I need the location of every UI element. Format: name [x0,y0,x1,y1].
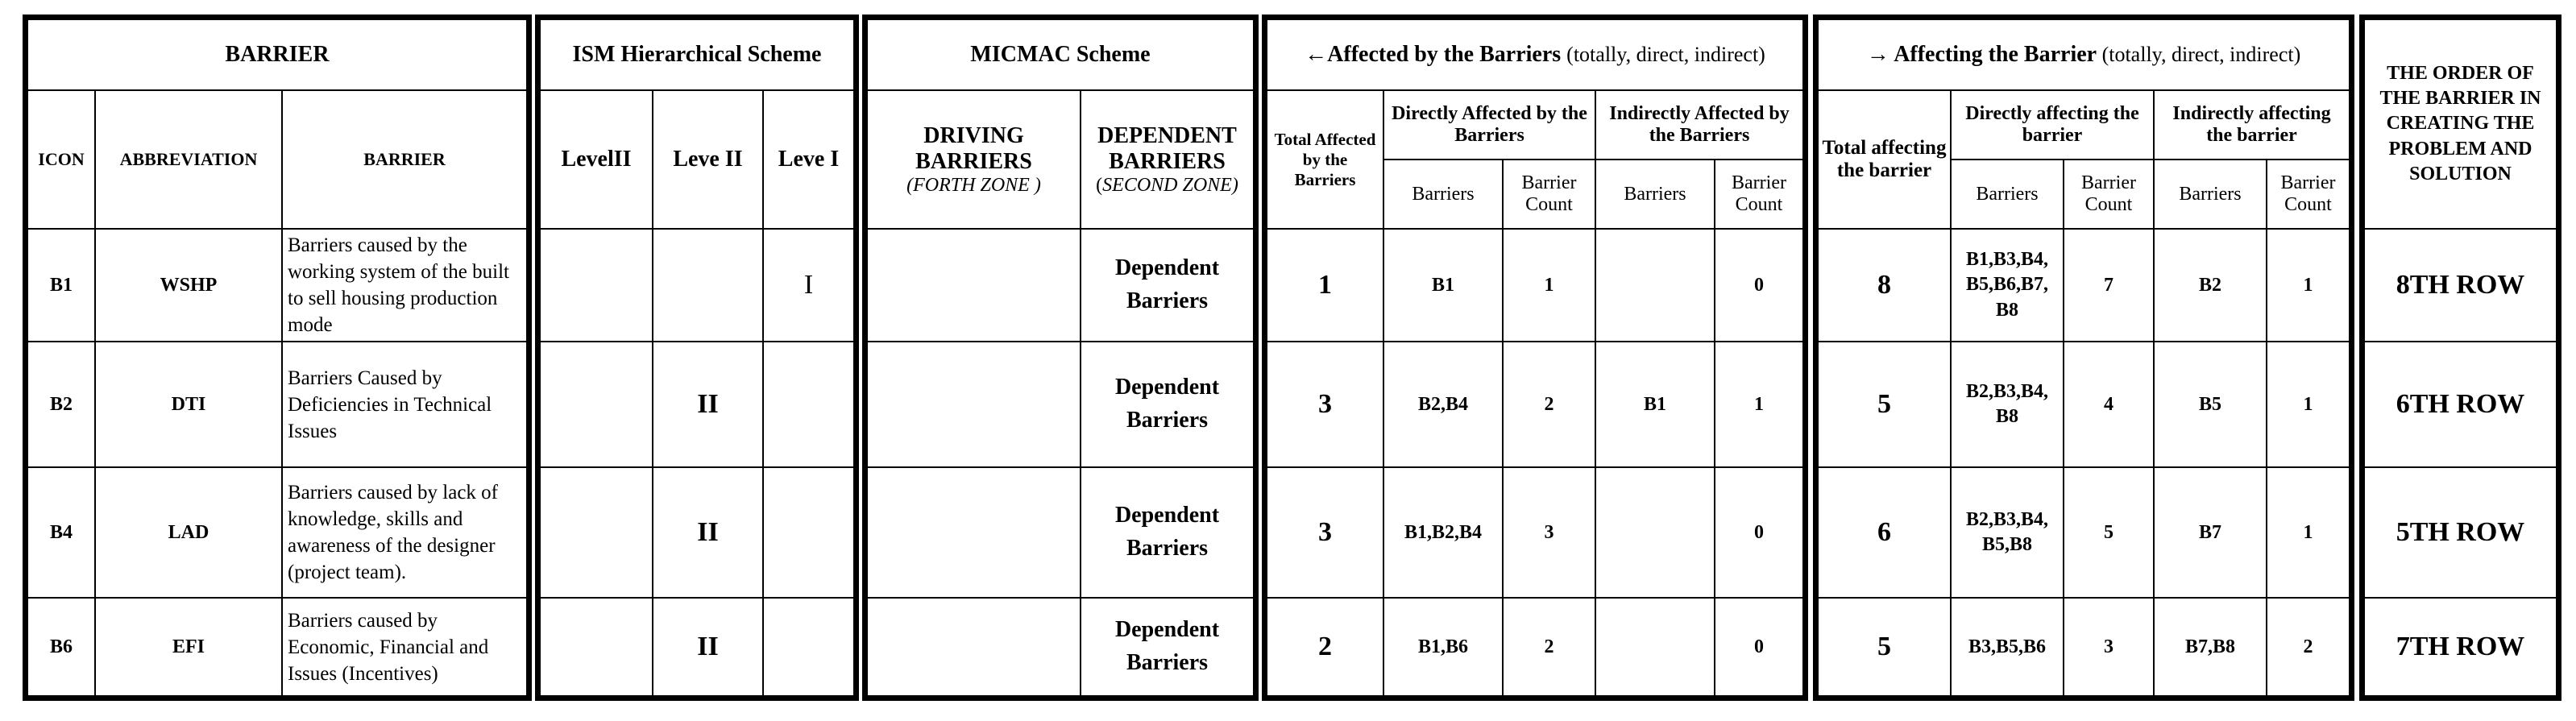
row4-desc: Barriers caused by Economic, Financial and Issues (Incentives) [282,598,527,696]
row1-level2 [653,229,763,342]
row2-ing-direct: B2,B3,B4, B8 [1951,342,2064,467]
col-indirectly-affected: Indirectly Affected by the Barriers [1595,90,1803,160]
row4-aff-indirect [1595,598,1715,696]
row2-ing-direct-count: 4 [2064,342,2154,467]
micmac-panel [862,15,1259,701]
col-barrier: BARRIER [282,90,527,229]
row3-desc: Barriers caused by lack of knowledge, skills and awareness of the designer (project team). [282,467,527,598]
ism-title: ISM Hierarchical Scheme [540,19,854,90]
ism-table [539,19,855,697]
row4-ing-direct-count: 3 [2064,598,2154,696]
row4-dependent-cell [1081,598,1254,696]
row1-aff-direct: B1 [1383,229,1503,342]
row3-ing-indirect: B7 [2154,467,2267,598]
row4-icon: B6 [27,598,95,696]
row3-icon: B4 [27,467,95,598]
row2-aff-total-cell [1267,342,1383,467]
col-indirect-count: Barrier Count [1715,160,1803,229]
row2-aff-indirect: B1 [1595,342,1715,467]
col-ing-direct-barriers: Barriers [1951,160,2064,229]
affected-title-bold: ←Affected by the Barriers [1305,42,1562,67]
row4-ing-indirect-count: 2 [2267,598,2350,696]
row1-ing-direct-count: 7 [2064,229,2154,342]
row2-driving [867,342,1081,467]
row1-aff-indirect-count: 0 [1715,229,1803,342]
row3-abbr: LAD [95,467,282,598]
col-indirectly-affecting: Indirectly affecting the barrier [2154,90,2350,160]
driving-label-1: DRIVING [923,122,1024,148]
affected-title [1267,19,1803,90]
row3-ing-indirect-count: 1 [2267,467,2350,598]
row2-ing-indirect-count: 1 [2267,342,2350,467]
driving-zone: (FORTH ZONE ) [906,174,1041,196]
row4-level3 [540,598,653,696]
row2-level1 [763,342,854,467]
col-total-affecting: Total affecting the barrier [1818,90,1951,229]
affecting-panel [1813,15,2354,701]
col-dependent-barriers [1081,90,1254,229]
dependent-label-1: DEPENDENT [1097,122,1237,148]
micmac-title: MICMAC Scheme [867,19,1254,90]
row3-order: 5TH ROW [2364,467,2557,598]
row1-driving [867,229,1081,342]
affected-title-rest: (totally, direct, indirect) [1566,43,1765,66]
row2-icon: B2 [27,342,95,467]
row3-aff-indirect-count: 0 [1715,467,1803,598]
dependent-zone-line [1085,175,1250,197]
row3-level2: II [697,517,719,547]
row4-ing-total: 5 [1818,598,1951,696]
row3-aff-indirect [1595,467,1715,598]
row2-aff-indirect-count: 1 [1715,342,1803,467]
col-indirect-barriers: Barriers [1595,160,1715,229]
row1-aff-indirect [1595,229,1715,342]
row2-aff-total: 3 [1318,389,1332,419]
row1-dependent: Dependent Barriers [1081,229,1254,342]
row3-dependent: Dependent Barriers [1114,503,1220,561]
col-direct-count: Barrier Count [1503,160,1595,229]
row4-driving [867,598,1081,696]
barrier-title: BARRIER [27,19,527,90]
row4-dependent: Dependent Barriers [1114,617,1220,675]
col-directly-affected: Directly Affected by the Barriers [1383,90,1595,160]
row4-aff-indirect-count: 0 [1715,598,1803,696]
dependent-zone: SECOND ZONE) [1102,174,1238,196]
col-level-2: Leve II [653,90,763,229]
row2-dependent-cell [1081,342,1254,467]
row3-ing-total: 6 [1818,467,1951,598]
row3-level1 [763,467,854,598]
col-direct-barriers: Barriers [1383,160,1503,229]
row2-desc: Barriers Caused by Deficiencies in Technical Issues [282,342,527,467]
row3-aff-total-cell [1267,467,1383,598]
row1-desc: Barriers caused by the working system of the built to sell housing production mode [282,229,527,342]
affected-panel [1262,15,1808,701]
col-ing-indirect-count: Barrier Count [2267,160,2350,229]
row1-abbr: WSHP [95,229,282,342]
col-ing-indirect-barriers: Barriers [2154,160,2267,229]
col-abbreviation: ABBREVIATION [95,90,282,229]
row3-driving [867,467,1081,598]
dependent-zone-open: ( [1096,174,1103,196]
col-icon: ICON [27,90,95,229]
col-total-affected: Total Affected by the Barriers [1267,90,1383,229]
row3-aff-direct: B1,B2,B4 [1383,467,1503,598]
row3-aff-total: 3 [1318,517,1332,547]
row4-level2-cell [653,598,763,696]
row1-ing-indirect: B2 [2154,229,2267,342]
row2-dependent: Dependent Barriers [1114,375,1220,433]
row2-abbr: DTI [95,342,282,467]
row2-ing-total: 5 [1818,342,1951,467]
row1-level1: I [763,229,854,342]
row3-aff-direct-count-cell [1503,467,1595,598]
affecting-table [1817,19,2350,697]
row1-aff-total: 1 [1267,229,1383,342]
row4-abbr: EFI [95,598,282,696]
affecting-title [1818,19,2350,90]
row4-ing-indirect: B7,B8 [2154,598,2267,696]
row1-aff-direct-count: 1 [1503,229,1595,342]
row3-dependent-cell [1081,467,1254,598]
row4-aff-total: 2 [1267,598,1383,696]
barrier-table [27,19,528,697]
row2-aff-direct-count: 2 [1503,342,1595,467]
dependent-label-2: BARRIERS [1109,148,1226,174]
row4-level1 [763,598,854,696]
col-directly-affecting: Directly affecting the barrier [1951,90,2154,160]
row2-level2: II [697,389,719,419]
row1-icon: B1 [27,229,95,342]
row2-order: 6TH ROW [2364,342,2557,467]
row3-ing-direct-count: 5 [2064,467,2154,598]
row3-level3 [540,467,653,598]
order-panel [2359,15,2561,701]
row1-ing-total: 8 [1818,229,1951,342]
row4-ing-direct: B3,B5,B6 [1951,598,2064,696]
row1-level3 [540,229,653,342]
row3-aff-direct-count: 3 [1544,521,1554,543]
col-driving-barriers [867,90,1081,229]
row4-aff-direct-count: 2 [1503,598,1595,696]
row2-level3 [540,342,653,467]
row2-aff-direct: B2,B4 [1383,342,1503,467]
row1-ing-direct: B1,B3,B4, B5,B6,B7, B8 [1951,229,2064,342]
col-level-1: Leve I [763,90,854,229]
row1-order: 8TH ROW [2364,229,2557,342]
col-ing-direct-count: Barrier Count [2064,160,2154,229]
row2-ing-indirect: B5 [2154,342,2267,467]
order-title: THE ORDER OF THE BARRIER IN CREATING THE PROBLEM AND SOLUTION [2364,19,2557,229]
affecting-title-rest: (totally, direct, indirect) [2101,43,2301,66]
row1-ing-indirect-count: 1 [2267,229,2350,342]
row4-order: 7TH ROW [2364,598,2557,696]
barrier-panel [23,15,532,701]
row2-level2-cell [653,342,763,467]
driving-label-2: BARRIERS [915,148,1032,174]
row4-aff-direct: B1,B6 [1383,598,1503,696]
ism-panel [535,15,859,701]
col-level-3: LevelII [540,90,653,229]
micmac-table [866,19,1255,697]
row4-level2: II [697,632,719,661]
order-table [2363,19,2557,697]
affected-table [1266,19,1804,697]
row3-level2-cell [653,467,763,598]
row3-ing-direct: B2,B3,B4, B5,B8 [1951,467,2064,598]
affecting-title-bold: → Affecting the Barrier [1866,42,2097,67]
